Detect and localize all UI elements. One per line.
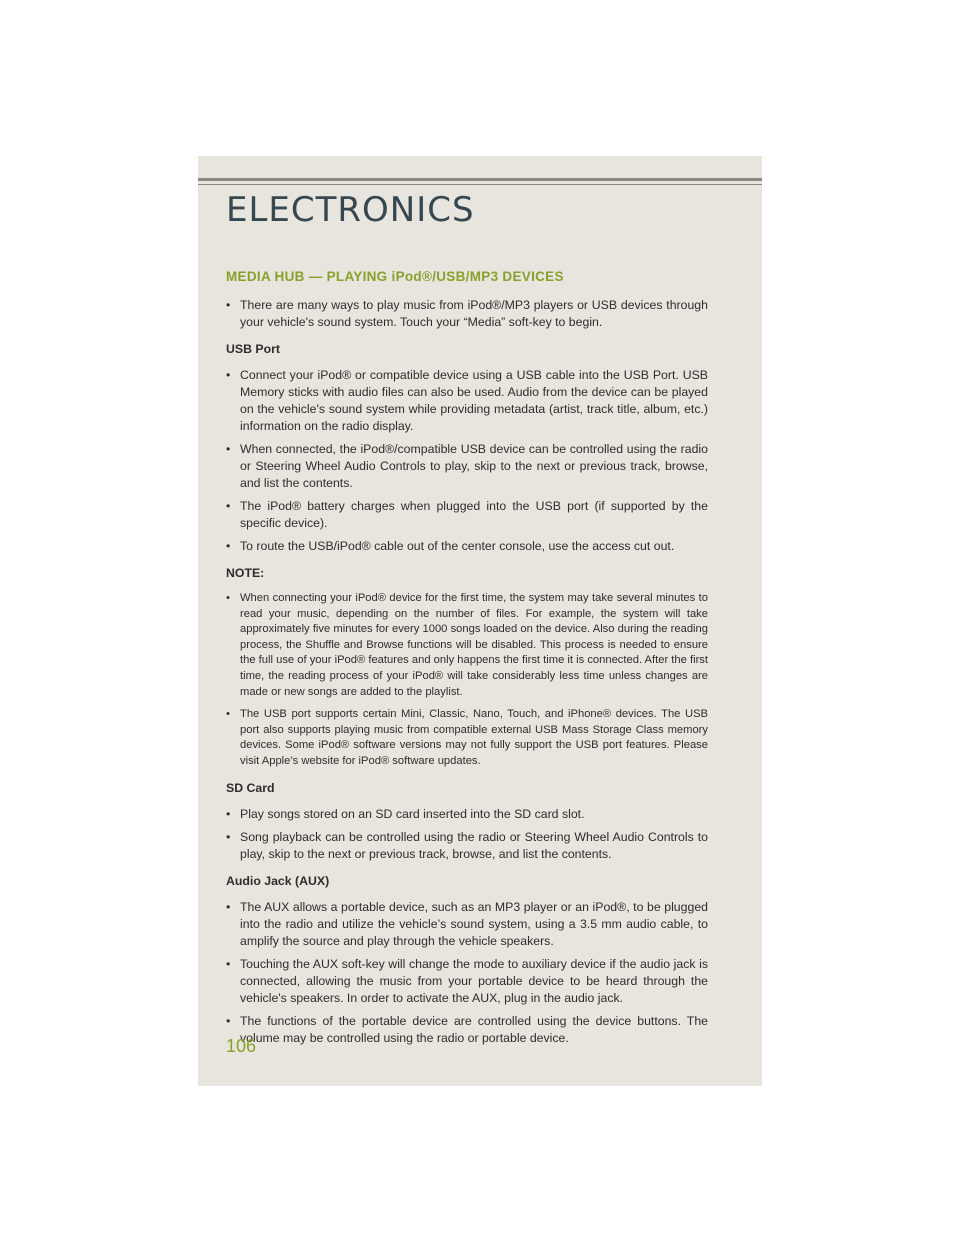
header-rule-thick [198, 178, 762, 181]
audio-jack-list [226, 899, 708, 1047]
list-item: • Connect your iPod® or compatible device using a USB cable into the USB Port. USB Memory sticks with audio files can also be used. Audio from the device can be played on the vehicle's sound system while providing metadata (artist, track title, album, etc.) information on the radio display. [226, 368, 708, 433]
content [226, 268, 708, 1053]
list-item: • The iPod® battery charges when plugged into the USB port (if supported by the specific device). [226, 499, 708, 530]
list-item: • The USB port supports certain Mini, Classic, Nano, Touch, and iPhone® devices. The USB port also supports playing music from compatible external USB Mass Storage Class memory devices. Some iPod® software versions may not fully support the USB port features. Please visit Apple’s website for iPod® software updates. [226, 708, 708, 767]
sd-card-list [226, 806, 708, 863]
list-item: • Touching the AUX soft-key will change the mode to auxiliary device if the audio jack is connected, allowing the music from your portable device to be heard through the vehicle's speakers. In order to activate the AUX, plug in the audio jack. [226, 956, 708, 1005]
sd-card-subhead: SD Card [226, 780, 275, 795]
header-rule-thin [198, 184, 762, 185]
note-subhead: NOTE: [226, 566, 265, 580]
section-title: ELECTRONICS [226, 190, 475, 230]
list-item: • To route the USB/iPod® cable out of the center console, use the access cut out. [226, 539, 675, 553]
note-list [226, 591, 708, 770]
list-item: • When connecting your iPod® device for the first time, the system may take several minutes to read your music, depending on the number of files. For example, the system will take approximately five minutes for every 1000 songs loaded on the device. Also during the reading process, the Shuffle and Browse functions will be disabled. This process is needed to ensure the full use of your iPod® features and only happens the first time it is connected. After the first time, the reading process of your iPod® will take considerably less time unless changes are made or new songs are added to the playlist. [226, 592, 708, 698]
usb-port-list [226, 367, 708, 555]
list-item: • Play songs stored on an SD card inserted into the SD card slot. [226, 806, 585, 821]
list-item: • When connected, the iPod®/compatible USB device can be controlled using the radio or Steering Wheel Audio Controls to play, skip to the next or previous track, browse, and list the contents. [226, 442, 708, 490]
audio-jack-subhead: Audio Jack (AUX) [226, 873, 330, 888]
list-item: • The AUX allows a portable device, such as an MP3 player or an iPod®, to be plugged into the radio and utilize the vehicle’s sound system, using a 3.5 mm audio cable, to amplify the source and play through the vehicle speakers. [226, 899, 708, 948]
page-number: 106 [226, 1036, 257, 1056]
list-item: • The functions of the portable device are controlled using the device buttons. The volume may be controlled using the radio or portable device. [226, 1013, 708, 1045]
usb-port-subhead: USB Port [226, 342, 280, 356]
page-panel [198, 156, 762, 1086]
intro-list [226, 297, 708, 331]
list-item: • There are many ways to play music from iPod®/MP3 players or USB devices through your vehicle's sound system. Touch your “Media” soft-key to begin. [226, 298, 708, 329]
list-item: • Song playback can be controlled using the radio or Steering Wheel Audio Controls to play, skip to the next or previous track, browse, and list the contents. [226, 829, 708, 861]
media-hub-heading: MEDIA HUB — PLAYING iPod®/USB/MP3 DEVICES [226, 269, 564, 284]
